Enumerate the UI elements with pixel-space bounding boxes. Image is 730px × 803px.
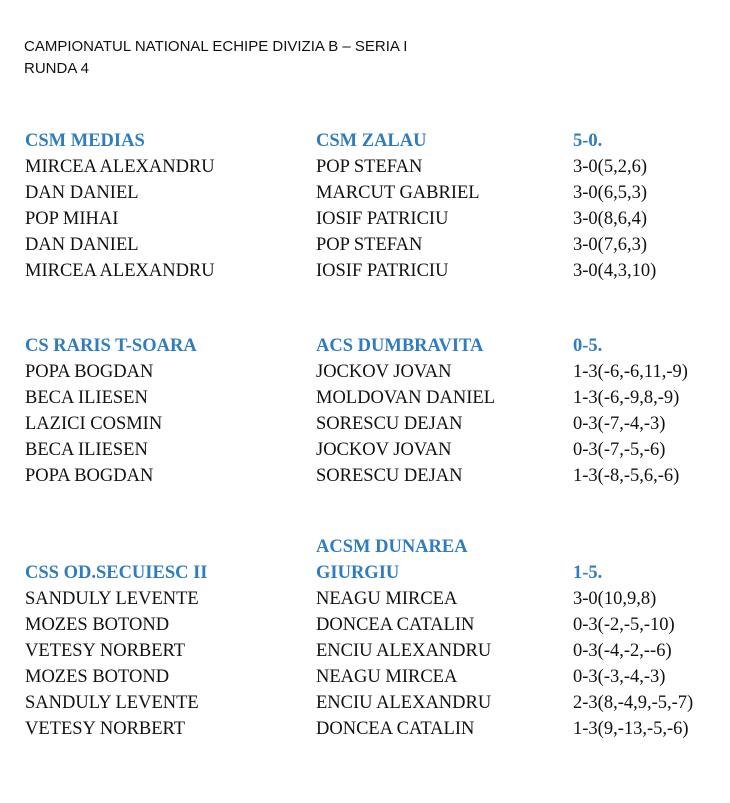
game-result: 1-3(-6,-9,8,-9) <box>573 388 680 408</box>
away-player: IOSIF PATRICIU <box>316 209 449 229</box>
game-row <box>0 638 730 664</box>
game-row <box>0 664 730 690</box>
game-result: 1-3(-6,-6,11,-9) <box>573 362 688 382</box>
game-row <box>0 411 730 437</box>
match-header <box>0 333 730 359</box>
game-result: 1-3(-8,-5,6,-6) <box>573 466 680 486</box>
game-result: 1-3(9,-13,-5,-6) <box>573 719 689 739</box>
away-player: SORESCU DEJAN <box>316 414 463 434</box>
home-player: BECA ILIESEN <box>25 388 148 408</box>
home-player: DAN DANIEL <box>25 235 139 255</box>
game-row <box>0 690 730 716</box>
game-row <box>0 206 730 232</box>
home-player: VETESY NORBERT <box>25 719 186 739</box>
home-player: SANDULY LEVENTE <box>25 693 199 713</box>
away-player: POP STEFAN <box>316 235 423 255</box>
game-result: 2-3(8,-4,9,-5,-7) <box>573 693 694 713</box>
championship-title: CAMPIONATUL NATIONAL ECHIPE DIVIZIA B – SERIA I <box>24 38 408 55</box>
game-result: 0-3(-3,-4,-3) <box>573 667 666 687</box>
home-team: CS RARIS T-SOARA <box>25 336 197 356</box>
game-row <box>0 359 730 385</box>
away-player: JOCKOV JOVAN <box>316 440 452 460</box>
home-player: LAZICI COSMIN <box>25 414 163 434</box>
home-team: CSM MEDIAS <box>25 131 145 151</box>
game-result: 3-0(7,6,3) <box>573 235 647 255</box>
game-result: 3-0(6,5,3) <box>573 183 647 203</box>
game-result: 0-3(-4,-2,--6) <box>573 641 672 661</box>
game-row <box>0 612 730 638</box>
away-player: ENCIU ALEXANDRU <box>316 641 492 661</box>
away-team: CSM ZALAU <box>316 131 427 151</box>
game-row <box>0 586 730 612</box>
home-player: VETESY NORBERT <box>25 641 186 661</box>
game-result: 3-0(8,6,4) <box>573 209 647 229</box>
away-player: POP STEFAN <box>316 157 423 177</box>
match-score: 5-0. <box>573 131 603 151</box>
game-result: 0-3(-2,-5,-10) <box>573 615 675 635</box>
away-team: ACS DUMBRAVITA <box>316 336 484 356</box>
home-team: CSS OD.SECUIESC II <box>25 563 208 583</box>
away-player: NEAGU MIRCEA <box>316 589 458 609</box>
home-player: MOZES BOTOND <box>25 667 170 687</box>
game-row <box>0 258 730 284</box>
away-player: SORESCU DEJAN <box>316 466 463 486</box>
game-row <box>0 180 730 206</box>
away-player: DONCEA CATALIN <box>316 615 475 635</box>
home-player: MOZES BOTOND <box>25 615 170 635</box>
game-result: 3-0(10,9,8) <box>573 589 657 609</box>
home-player: DAN DANIEL <box>25 183 139 203</box>
away-player: ENCIU ALEXANDRU <box>316 693 492 713</box>
match-score: 1-5. <box>573 563 603 583</box>
game-row <box>0 437 730 463</box>
away-player: DONCEA CATALIN <box>316 719 475 739</box>
match-block <box>0 128 730 284</box>
match-header <box>0 128 730 154</box>
home-player: MIRCEA ALEXANDRU <box>25 261 215 281</box>
home-player: POP MIHAI <box>25 209 119 229</box>
game-row <box>0 232 730 258</box>
home-player: POPA BOGDAN <box>25 466 154 486</box>
game-result: 3-0(5,2,6) <box>573 157 647 177</box>
round-label: RUNDA 4 <box>24 60 90 77</box>
match-block <box>0 333 730 489</box>
home-player: POPA BOGDAN <box>25 362 154 382</box>
game-result: 3-0(4,3,10) <box>573 261 657 281</box>
game-row <box>0 385 730 411</box>
away-team: ACSM DUNAREA GIURGIU <box>316 537 467 583</box>
away-player: NEAGU MIRCEA <box>316 667 458 687</box>
home-player: SANDULY LEVENTE <box>25 589 199 609</box>
document-header <box>24 36 407 80</box>
away-player: MARCUT GABRIEL <box>316 183 480 203</box>
away-player: JOCKOV JOVAN <box>316 362 452 382</box>
game-result: 0-3(-7,-5,-6) <box>573 440 666 460</box>
home-player: MIRCEA ALEXANDRU <box>25 157 215 177</box>
match-block <box>0 534 730 742</box>
away-player: IOSIF PATRICIU <box>316 261 449 281</box>
match-score: 0-5. <box>573 336 603 356</box>
away-player: MOLDOVAN DANIEL <box>316 388 495 408</box>
game-row <box>0 463 730 489</box>
game-result: 0-3(-7,-4,-3) <box>573 414 666 434</box>
game-row <box>0 154 730 180</box>
home-player: BECA ILIESEN <box>25 440 148 460</box>
match-header <box>0 534 730 586</box>
game-row <box>0 716 730 742</box>
